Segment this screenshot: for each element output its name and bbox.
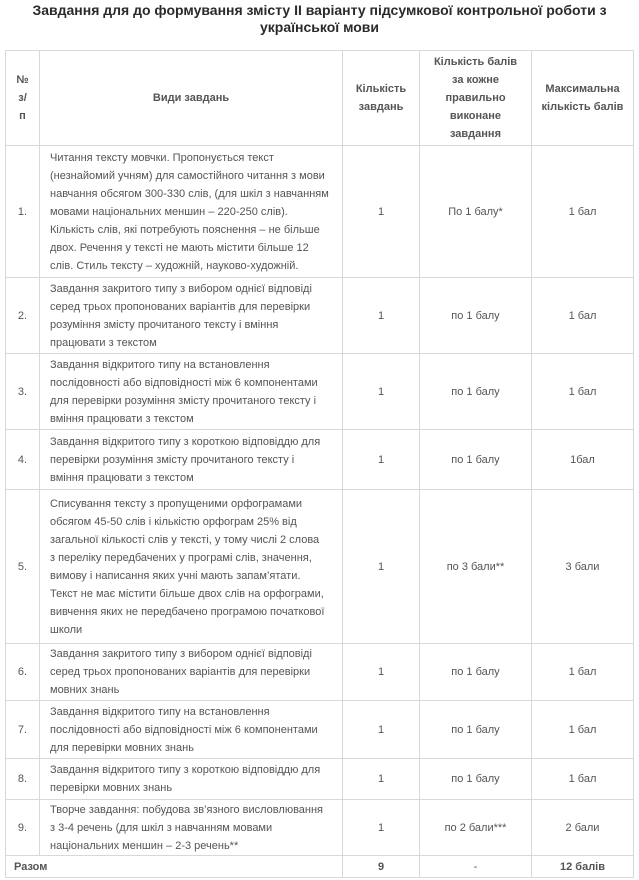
text-line: Читання тексту мовчки. Пропонується текст bbox=[50, 151, 274, 164]
table-row bbox=[6, 644, 634, 701]
text-line: для перевірки мовних знань bbox=[50, 741, 194, 754]
task-description bbox=[40, 354, 343, 430]
text-line: Максимальна bbox=[545, 83, 620, 95]
text-line: перевірки розуміння змісту прочитаного тексту і bbox=[50, 453, 295, 466]
row-number: 7. bbox=[6, 701, 40, 759]
text-line: обсягом 45-50 слів і кількістю орфограм 25% від bbox=[50, 515, 297, 528]
total-row bbox=[6, 856, 634, 878]
header-points-each bbox=[420, 51, 532, 146]
row-number: 8. bbox=[6, 759, 40, 800]
table-row bbox=[6, 759, 634, 800]
text-line: Списування тексту з пропущеними орфограмами bbox=[50, 497, 303, 510]
table-row bbox=[6, 278, 634, 354]
text-line: вивчення яких не передбачено програмою початкової bbox=[50, 605, 325, 618]
row-number: 6. bbox=[6, 644, 40, 701]
text-line: вміння працювати з текстом bbox=[50, 412, 194, 425]
text-line: завдань bbox=[358, 101, 404, 113]
points-per-task: по 1 балу bbox=[420, 430, 532, 490]
points-per-task: по 1 балу bbox=[420, 759, 532, 800]
max-points: 1 бал bbox=[532, 146, 634, 278]
text-line: серед трьох пропонованих варіантів для перевірки bbox=[50, 300, 311, 313]
header-task-count bbox=[343, 51, 420, 146]
row-number: 2. bbox=[6, 278, 40, 354]
text-line: п bbox=[19, 110, 26, 122]
max-points: 1 бал bbox=[532, 759, 634, 800]
header-row bbox=[6, 51, 634, 146]
text-line: послідовності або відповідності між 6 компонентами bbox=[50, 723, 318, 736]
task-count: 1 bbox=[343, 490, 420, 644]
task-description bbox=[40, 644, 343, 701]
text-line: Завдання закритого типу з вибором однієї відповіді bbox=[50, 648, 312, 660]
max-points: 1 бал bbox=[532, 278, 634, 354]
text-line: школи bbox=[50, 623, 83, 636]
text-line: для перевірки розуміння змісту прочитаного тексту і bbox=[50, 394, 317, 407]
text-line: слів. Стиль тексту – художній, науково-художній. bbox=[50, 259, 299, 272]
total-points: - bbox=[420, 856, 532, 878]
text-line: правильно bbox=[445, 92, 506, 104]
row-number: 9. bbox=[6, 800, 40, 856]
text-line: Кількість балів bbox=[433, 56, 518, 68]
task-description bbox=[40, 701, 343, 759]
row-number: 4. bbox=[6, 430, 40, 490]
table-row bbox=[6, 146, 634, 278]
text-line: національних меншин – 2-3 речень** bbox=[50, 839, 239, 852]
row-number: 1. bbox=[6, 146, 40, 278]
table-row bbox=[6, 354, 634, 430]
text-line: Текст не має містити більше двох слів на орфограми, bbox=[50, 587, 324, 600]
text-line: розуміння змісту прочитаного тексту і вміння bbox=[50, 318, 279, 331]
text-line: перевірки мовних знань bbox=[50, 782, 173, 794]
header-num bbox=[6, 51, 40, 146]
total-count: 9 bbox=[343, 856, 420, 878]
text-line: кількість балів bbox=[541, 101, 624, 113]
max-points: 1бал bbox=[532, 430, 634, 490]
text-line: завдання bbox=[449, 128, 501, 140]
table-row bbox=[6, 800, 634, 856]
points-per-task: по 2 бали*** bbox=[420, 800, 532, 856]
text-line: Завдання закритого типу з вибором однієї відповіді bbox=[50, 282, 312, 295]
max-points: 1 бал bbox=[532, 701, 634, 759]
points-per-task: по 3 бали** bbox=[420, 490, 532, 644]
max-points: 3 бали bbox=[532, 490, 634, 644]
text-line: серед трьох пропонованих варіантів для перевірки bbox=[50, 666, 311, 678]
text-line: Завдання відкритого типу з короткою відповіддю для bbox=[50, 435, 321, 448]
task-description bbox=[40, 146, 343, 278]
task-count: 1 bbox=[343, 644, 420, 701]
task-description bbox=[40, 800, 343, 856]
points-per-task: по 1 балу bbox=[420, 354, 532, 430]
total-max: 12 балів bbox=[532, 856, 634, 878]
task-description bbox=[40, 759, 343, 800]
text-line: вміння працювати з текстом bbox=[50, 471, 194, 484]
text-line: з переліку передбачених у програмі слів, значення, bbox=[50, 551, 312, 564]
row-number: 5. bbox=[6, 490, 40, 644]
max-points: 1 бал bbox=[532, 354, 634, 430]
task-description bbox=[40, 278, 343, 354]
text-line: мовних знань bbox=[50, 684, 120, 696]
points-per-task: по 1 балу bbox=[420, 278, 532, 354]
task-count: 1 bbox=[343, 278, 420, 354]
header-max-points bbox=[532, 51, 634, 146]
text-line: Творче завдання: побудова зв’язного висловлювання bbox=[50, 803, 324, 816]
row-number: 3. bbox=[6, 354, 40, 430]
text-line: навчання обсягом 300-330 слів, (для шкіл з навчанням bbox=[50, 187, 329, 200]
task-count: 1 bbox=[343, 759, 420, 800]
task-description bbox=[40, 430, 343, 490]
tasks-table bbox=[5, 50, 634, 878]
total-label: Разом bbox=[6, 856, 343, 878]
max-points: 1 бал bbox=[532, 644, 634, 701]
page-title: Завдання для до формування змісту ІІ варіанту підсумкової контрольної роботи з української мови bbox=[32, 2, 607, 35]
text-line: виконане bbox=[449, 110, 502, 122]
task-count: 1 bbox=[343, 800, 420, 856]
task-count: 1 bbox=[343, 430, 420, 490]
text-line: мовами національних меншин – 220-250 слів). bbox=[50, 205, 288, 218]
text-line: з 3-4 речень (для шкіл з навчанням мовами bbox=[50, 821, 273, 834]
table-row bbox=[6, 490, 634, 644]
points-per-task: По 1 балу* bbox=[420, 146, 532, 278]
text-line: двох. Речення у тексті не мають містити більше 12 bbox=[50, 241, 309, 254]
text-line: за кожне bbox=[452, 74, 499, 86]
text-line: Завдання відкритого типу з короткою відповіддю для bbox=[50, 764, 321, 776]
task-count: 1 bbox=[343, 354, 420, 430]
text-line: № bbox=[16, 74, 29, 86]
text-line: послідовності або відповідності між 6 компонентами bbox=[50, 376, 318, 389]
table-row bbox=[6, 701, 634, 759]
points-per-task: по 1 балу bbox=[420, 644, 532, 701]
task-count: 1 bbox=[343, 701, 420, 759]
text-line: Завдання відкритого типу на встановлення bbox=[50, 705, 270, 718]
text-line: з/ bbox=[18, 92, 27, 104]
task-description bbox=[40, 490, 343, 644]
text-line: Завдання відкритого типу на встановлення bbox=[50, 358, 270, 371]
text-line: (незнайомий учням) для самостійного читання з мови bbox=[50, 169, 325, 182]
text-line: вимову і написання яких учні мають запам’ятати. bbox=[50, 569, 301, 582]
text-line: загальної кількості слів у тексті, у тому числі 2 слова bbox=[50, 533, 320, 546]
text-line: Кількість bbox=[355, 83, 407, 95]
header-task-types: Види завдань bbox=[40, 51, 343, 146]
text-line: працювати з текстом bbox=[50, 336, 157, 349]
table-row bbox=[6, 430, 634, 490]
max-points: 2 бали bbox=[532, 800, 634, 856]
task-count: 1 bbox=[343, 146, 420, 278]
text-line: Кількість слів, які потребують пояснення – не більше bbox=[50, 223, 320, 236]
points-per-task: по 1 балу bbox=[420, 701, 532, 759]
